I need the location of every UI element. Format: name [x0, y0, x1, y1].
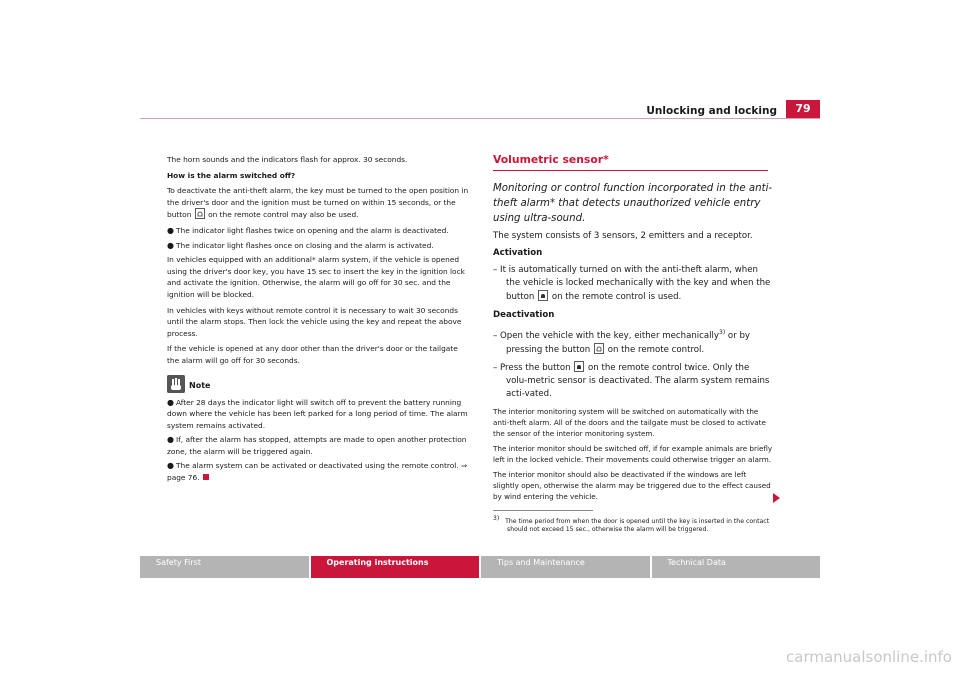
paragraph [167, 185, 472, 221]
list-item [167, 460, 472, 483]
footnote-text: The time period from when the door is opened until the key is inserted in the contact should not exceed 15 sec., otherwise the alarm will be triggered. [505, 517, 770, 534]
unlock-key-icon [195, 208, 205, 219]
step-item [493, 326, 773, 357]
activation-heading: Activation [493, 247, 543, 258]
watermark: carmanualsonline.info [786, 648, 952, 666]
page-link-text[interactable]: The alarm system can be activated or deactivated using the remote control. ⇒ page 76. [167, 461, 468, 483]
unlock-key-icon [594, 343, 604, 354]
list-item [167, 240, 472, 252]
lock-key-icon [538, 290, 548, 301]
footnote-mark: 3) [493, 514, 500, 522]
text: If, after the alarm has stopped, attempts are made to open another protection zone, the alarm will be triggered again. [167, 435, 467, 456]
paragraph: In vehicles equipped with an additional* alarm system, if the vehicle is opened using the driver's door key, you have 15 sec to insert the key in the ignition lock and activate the ignition. Otherwise, the alarm will go off for 30 sec. and the ignition will be blocked. [167, 255, 465, 299]
continue-arrow-icon [773, 493, 780, 503]
text: on the remote control may also be used. [208, 210, 359, 220]
bullet-icon: ● [167, 240, 174, 250]
paragraph: The interior monitor should be switched off, if for example animals are briefly left in the locked vehicle. Their movements could otherwise trigger an alarm. [493, 443, 773, 464]
left-column [167, 154, 472, 487]
tab-operating-instructions[interactable]: Operating instructions [311, 556, 482, 578]
list-item [167, 397, 472, 432]
page-number: 79 [786, 100, 820, 118]
section-title: Volumetric sensor* [493, 153, 609, 166]
deactivation-heading: Deactivation [493, 309, 555, 320]
tab-technical-data[interactable]: Technical Data [652, 556, 821, 578]
right-column [493, 154, 773, 535]
paragraph: The interior monitor should also be deactivated if the windows are left slightly open, otherwise the alarm may be triggered due to the effect caused by wind entering the vehicle. [493, 469, 771, 501]
page-header-title: Unlocking and locking [646, 105, 777, 117]
note-heading [167, 375, 472, 393]
section-rule [493, 170, 768, 171]
text: or by pressing the button [506, 330, 750, 355]
note-label: Note [189, 381, 211, 391]
list-item [167, 434, 472, 457]
step-item [493, 264, 773, 305]
question-heading: How is the alarm switched off? [167, 170, 296, 180]
header-rule [140, 118, 820, 119]
footnote-ref: 3) [719, 328, 726, 336]
text: – Press the button [493, 363, 571, 374]
tab-tips-and-maintenance[interactable]: Tips and Maintenance [481, 556, 652, 578]
text: The indicator light flashes once on closing and the alarm is activated. [176, 240, 434, 250]
text: – Open the vehicle with the key, either mechanically [493, 330, 720, 341]
lead-text: Monitoring or control function incorporated in the anti-theft alarm* that detects unauthorized vehicle entry using ultra-sound. [493, 182, 773, 224]
footnote-rule [493, 510, 593, 511]
paragraph: If the vehicle is opened at any door other than the driver's door or the tailgate the alarm will go off for 30 seconds. [167, 344, 458, 365]
bullet-icon: ● [167, 225, 174, 235]
text: on the remote control is used. [551, 292, 682, 303]
note-hand-icon [167, 375, 185, 393]
bullet-icon: ● [167, 397, 174, 407]
paragraph: In vehicles with keys without remote control it is necessary to wait 30 seconds until the alarm stops. Then lock the vehicle using the key and repeat the above process. [167, 305, 462, 338]
info-text [493, 406, 773, 502]
text: To deactivate the anti-theft alarm, the key must be turned to the open position in the driver's door and the ignition must be turned on within 15 seconds, or the button [167, 186, 469, 220]
text: After 28 days the indicator light will switch off to prevent the battery running down where the vehicle has been left parked for a long period of time. The alarm system remains activated. [167, 397, 468, 430]
paragraph: The horn sounds and the indicators flash for approx. 30 seconds. [167, 155, 408, 164]
paragraph: The interior monitoring system will be switched on automatically with the anti-theft alarm. All of the doors and the tailgate must be closed to activate the sensor of the interior monitoring system. [493, 406, 766, 438]
end-of-section-icon [203, 474, 209, 480]
text: on the remote control. [607, 344, 705, 355]
tab-safety-first[interactable]: Safety First [140, 556, 311, 578]
section-body [493, 230, 773, 402]
text: on the remote control twice. Only the volu-metric sensor is deactivated. The alarm system remains acti-vated. [506, 363, 770, 400]
section-tabs [140, 556, 820, 578]
text: The indicator light flashes twice on opening and the alarm is deactivated. [176, 225, 449, 235]
bullet-icon: ● [167, 461, 174, 471]
bullet-icon: ● [167, 435, 174, 445]
text: – It is automatically turned on with the anti-theft alarm, when the vehicle is locked mechanically with the key and when the button [493, 265, 771, 303]
footnote [493, 515, 773, 535]
paragraph: The system consists of 3 sensors, 2 emitters and a receptor. [493, 230, 753, 241]
step-item [493, 361, 773, 402]
lock-key-icon [574, 361, 584, 372]
list-item [167, 225, 472, 237]
